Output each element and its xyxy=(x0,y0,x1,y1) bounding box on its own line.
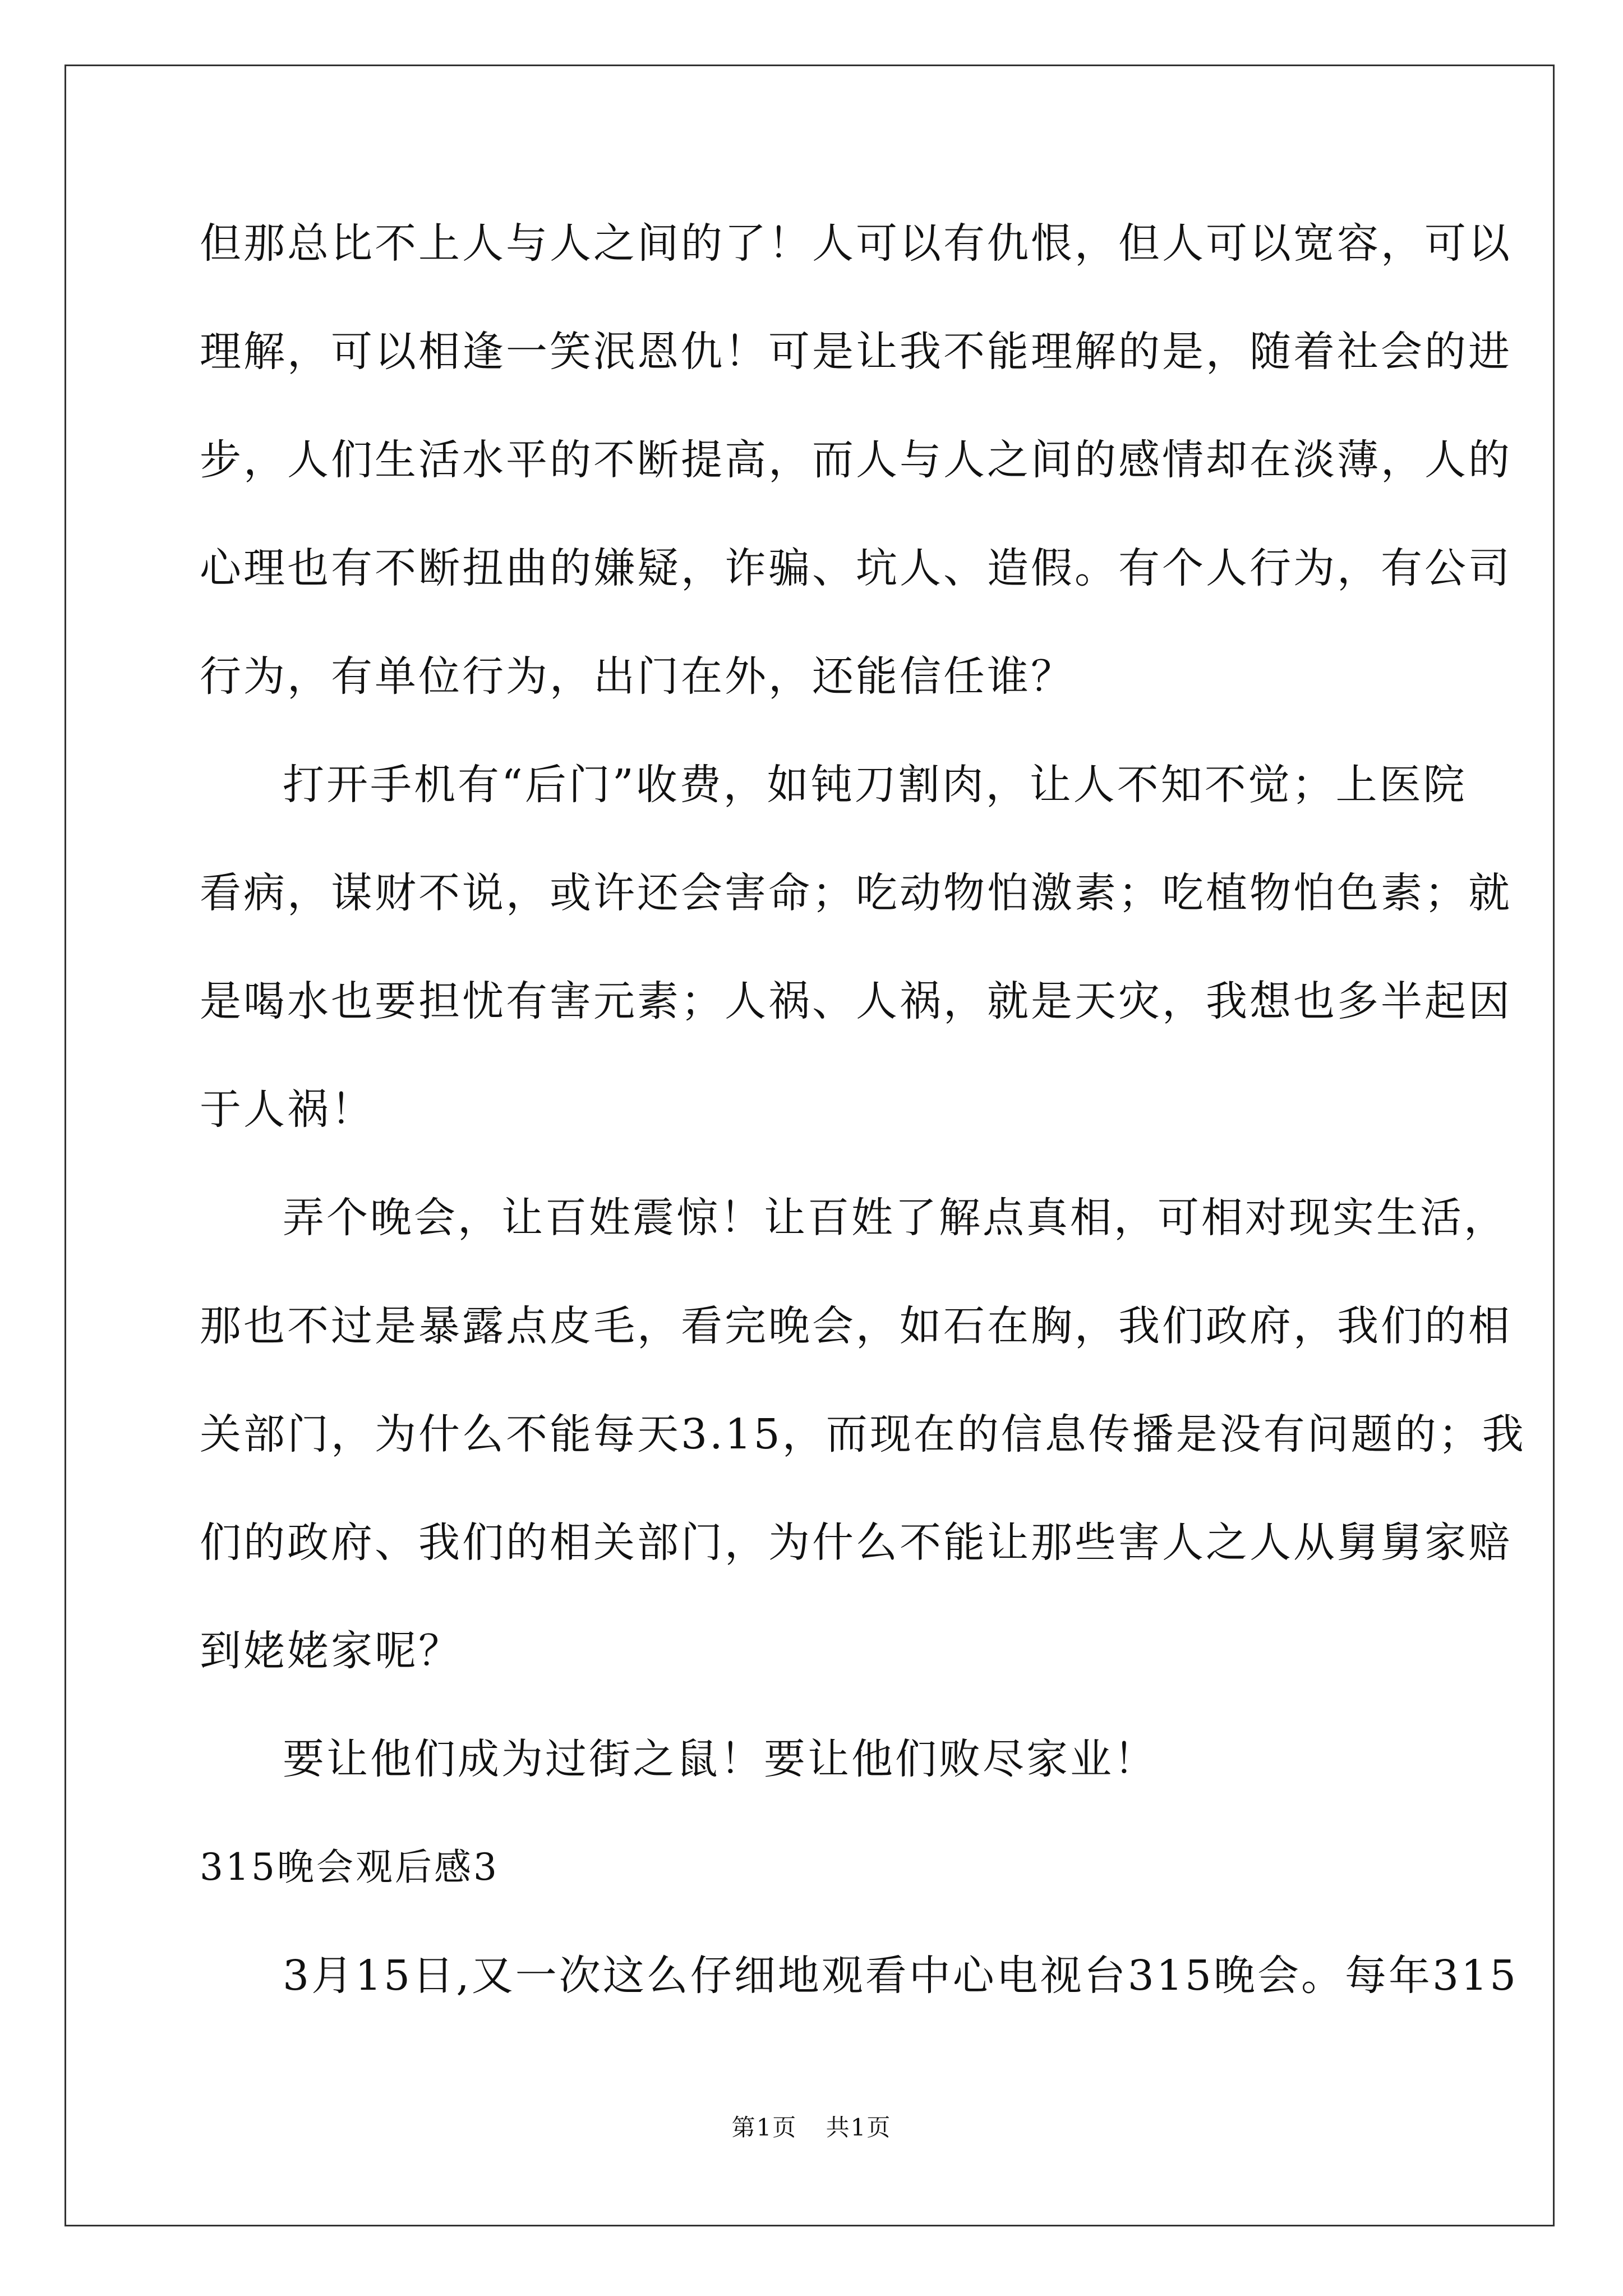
paragraph-start-line: 3月15日,又一次这么仔细地观看中心电视台315晚会。每年315 xyxy=(283,1952,1519,2000)
text-line: 们的政府、我们的相关部门，为什么不能让那些害人之人从舅舅家赔 xyxy=(200,1519,1512,1567)
paragraph-start-line: 弄个晚会，让百姓震惊！让百姓了解点真相，可相对现实生活， xyxy=(283,1194,1507,1242)
text-line: 看病，谋财不说，或许还会害命；吃动物怕激素；吃植物怕色素；就 xyxy=(200,869,1512,917)
page-total: 共1页 xyxy=(826,2114,892,2141)
text-line: 理解，可以相逢一笑泯恩仇！可是让我不能理解的是，随着社会的进 xyxy=(200,328,1512,376)
text-line: 步，人们生活水平的不断提高，而人与人之间的感情却在淡薄，人的 xyxy=(200,436,1512,484)
text-line: 关部门，为什么不能每天3.15，而现在的信息传播是没有问题的；我 xyxy=(200,1410,1526,1458)
page-footer xyxy=(0,2109,1623,2143)
paragraph-start-line: 要让他们成为过街之鼠！要让他们败尽家业！ xyxy=(283,1735,1158,1783)
page-border xyxy=(64,65,1555,2226)
text-line: 于人祸！ xyxy=(200,1085,375,1134)
text-line: 但那总比不上人与人之间的了！人可以有仇恨，但人可以宽容，可以 xyxy=(200,219,1512,268)
text-line: 是喝水也要担忧有害元素；人祸、人祸，就是天灾，我想也多半起因 xyxy=(200,977,1512,1025)
page-number: 第1页 xyxy=(731,2114,797,2141)
text-line: 到姥姥家呢？ xyxy=(200,1627,462,1675)
paragraph-start-line: 打开手机有“后门”收费，如钝刀割肉，让人不知不觉；上医院 xyxy=(283,761,1467,809)
section-heading: 315晚会观后感3 xyxy=(200,1846,499,1889)
text-line: 行为，有单位行为，出门在外，还能信任谁？ xyxy=(200,652,1075,701)
text-line: 那也不过是暴露点皮毛，看完晚会，如石在胸，我们政府，我们的相 xyxy=(200,1302,1512,1350)
text-line: 心理也有不断扭曲的嫌疑，诈骗、坑人、造假。有个人行为，有公司 xyxy=(200,544,1512,592)
